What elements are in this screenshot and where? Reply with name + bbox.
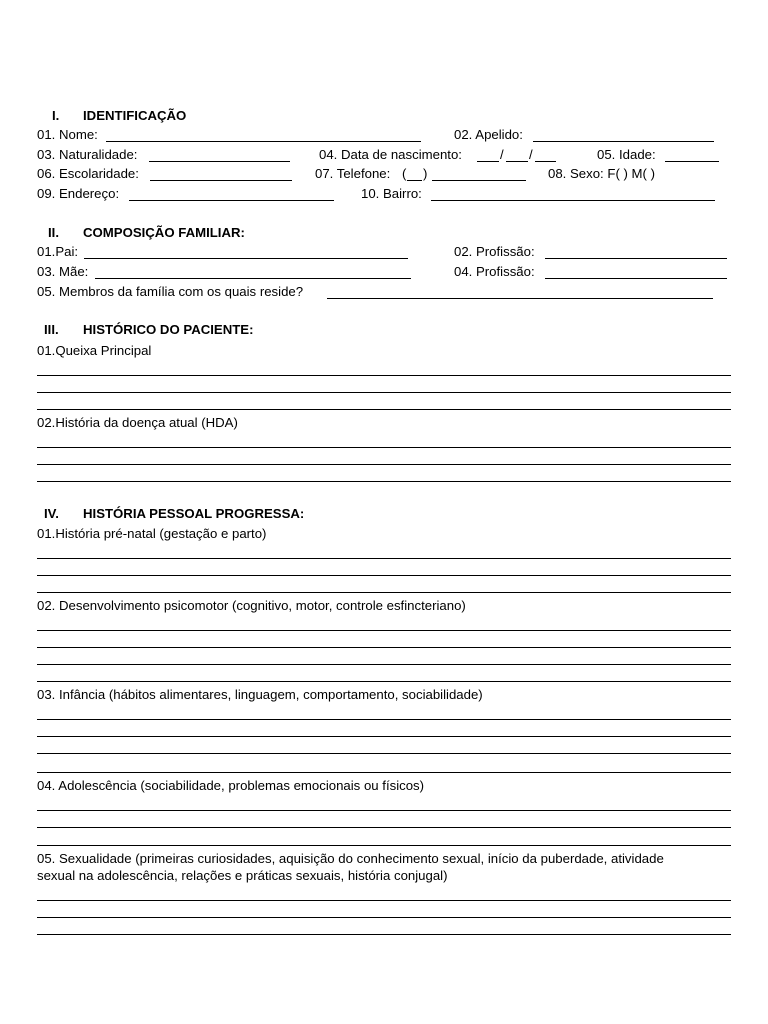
section-4-title: HISTÓRIA PESSOAL PROGRESSA: [83, 506, 305, 521]
naturalidade-field[interactable] [149, 149, 290, 162]
idade-label: 05. Idade: [597, 147, 656, 162]
infancia-line-1[interactable] [37, 719, 731, 720]
idade-field[interactable] [665, 149, 719, 162]
telefone-label: 07. Telefone: [315, 166, 391, 181]
desenvolvimento-line-4[interactable] [37, 681, 731, 682]
adolescencia-line-1[interactable] [37, 810, 731, 811]
membros-field[interactable] [327, 286, 713, 299]
date-slash-1: / [500, 147, 504, 162]
section-3-title: HISTÓRICO DO PACIENTE: [83, 322, 254, 337]
infancia-line-4[interactable] [37, 772, 731, 773]
prenatal-label: 01.História pré-natal (gestação e parto) [37, 526, 267, 541]
nascimento-label: 04. Data de nascimento: [319, 147, 462, 162]
sexualidade-line-1[interactable] [37, 900, 731, 901]
profissao-mae-field[interactable] [545, 266, 727, 279]
sexualidade-label-line-1: 05. Sexualidade (primeiras curiosidades, aquisição do conhecimento sexual, início da puberdade, atividade [37, 851, 664, 866]
section-1-title: IDENTIFICAÇÃO [83, 108, 187, 123]
prenatal-line-2[interactable] [37, 575, 731, 576]
queixa-line-2[interactable] [37, 392, 731, 393]
section-2-number: II. [48, 225, 59, 240]
adolescencia-line-3[interactable] [37, 845, 731, 846]
adolescencia-line-2[interactable] [37, 827, 731, 828]
infancia-label: 03. Infância (hábitos alimentares, linguagem, comportamento, sociabilidade) [37, 687, 483, 702]
sexualidade-label-line-2: sexual na adolescência, relações e práticas sexuais, história conjugal) [37, 868, 448, 883]
pai-field[interactable] [84, 246, 408, 259]
bairro-label: 10. Bairro: [361, 186, 422, 201]
adolescencia-label: 04. Adolescência (sociabilidade, problemas emocionais ou físicos) [37, 778, 425, 793]
nome-label: 01. Nome: [37, 127, 98, 142]
nascimento-month-field[interactable] [506, 149, 528, 162]
membros-label: 05. Membros da família com os quais reside? [37, 284, 304, 299]
hda-line-2[interactable] [37, 464, 731, 465]
profissao-mae-label: 04. Profissão: [454, 264, 535, 279]
mae-label: 03. Mãe: [37, 264, 89, 279]
queixa-line-3[interactable] [37, 409, 731, 410]
apelido-field[interactable] [533, 129, 714, 142]
infancia-line-2[interactable] [37, 736, 731, 737]
telefone-paren-close: ) [423, 166, 428, 181]
date-slash-2: / [529, 147, 533, 162]
telefone-field[interactable] [432, 168, 526, 181]
nascimento-day-field[interactable] [477, 149, 499, 162]
desenvolvimento-line-1[interactable] [37, 630, 731, 631]
section-3-number: III. [44, 322, 59, 337]
sexo-label[interactable]: 08. Sexo: F( ) M( ) [548, 166, 655, 181]
section-2-title: COMPOSIÇÃO FAMILIAR: [83, 225, 245, 240]
telefone-paren-open: ( [402, 166, 407, 181]
pai-label: 01.Pai: [37, 244, 79, 259]
prenatal-line-1[interactable] [37, 558, 731, 559]
nascimento-year-field[interactable] [535, 149, 556, 162]
desenvolvimento-line-2[interactable] [37, 647, 731, 648]
hda-line-1[interactable] [37, 447, 731, 448]
section-1-number: I. [52, 108, 60, 123]
profissao-pai-field[interactable] [545, 246, 727, 259]
desenvolvimento-line-3[interactable] [37, 664, 731, 665]
profissao-pai-label: 02. Profissão: [454, 244, 535, 259]
naturalidade-label: 03. Naturalidade: [37, 147, 138, 162]
infancia-line-3[interactable] [37, 753, 731, 754]
telefone-ddd-field[interactable] [407, 168, 422, 181]
queixa-label: 01.Queixa Principal [37, 343, 152, 358]
queixa-line-1[interactable] [37, 375, 731, 376]
nome-field[interactable] [106, 129, 421, 142]
endereco-field[interactable] [129, 188, 334, 201]
prenatal-line-3[interactable] [37, 592, 731, 593]
escolaridade-label: 06. Escolaridade: [37, 166, 139, 181]
hda-label: 02.História da doença atual (HDA) [37, 415, 238, 430]
escolaridade-field[interactable] [150, 168, 292, 181]
hda-line-3[interactable] [37, 481, 731, 482]
section-4-number: IV. [44, 506, 59, 521]
bairro-field[interactable] [431, 188, 715, 201]
desenvolvimento-label: 02. Desenvolvimento psicomotor (cognitivo, motor, controle esfincteriano) [37, 598, 466, 613]
sexualidade-line-3[interactable] [37, 934, 731, 935]
sexualidade-line-2[interactable] [37, 917, 731, 918]
endereco-label: 09. Endereço: [37, 186, 120, 201]
mae-field[interactable] [95, 266, 411, 279]
apelido-label: 02. Apelido: [454, 127, 523, 142]
